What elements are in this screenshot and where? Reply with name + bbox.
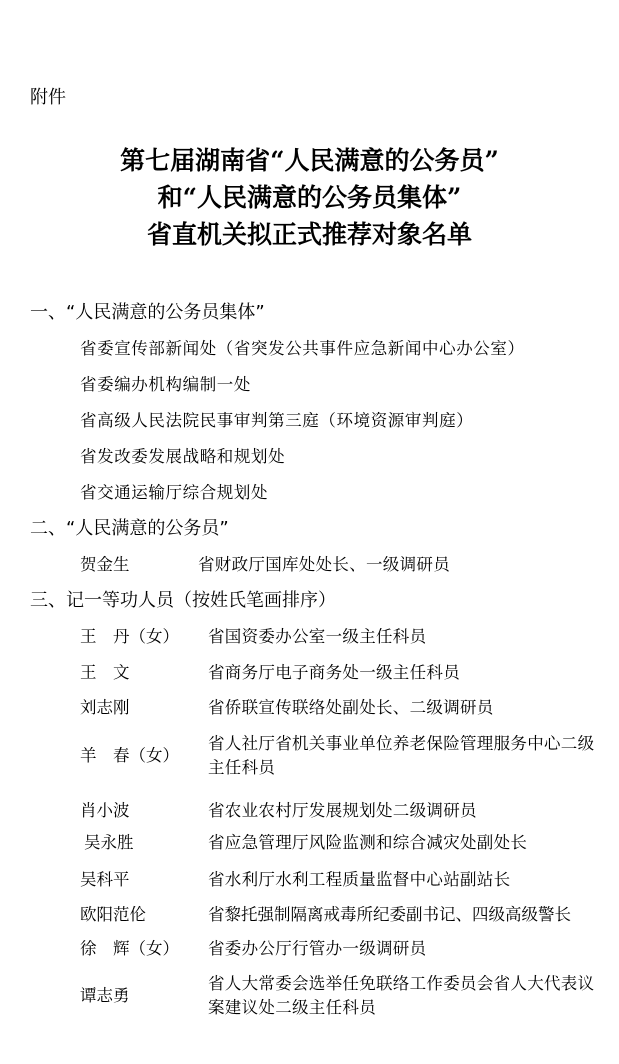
person-name: 贺金生 [80, 555, 130, 574]
section-heading-collectives: 一、“人民满意的公务员集体” [30, 302, 265, 323]
list-item-collective: 省委宣传部新闻处（省突发公共事件应急新闻中心办公室） [80, 339, 525, 358]
document-title [0, 142, 619, 253]
list-item-collective: 省发改委发展战略和规划处 [80, 447, 286, 466]
person-position: 省商务厅电子商务处一级主任科员 [208, 663, 460, 682]
person-position: 省人大常委会选举任免联络工作委员会省人大代表议案建议处二级主任科员 [208, 974, 595, 1017]
person-position: 省国资委办公室一级主任科员 [208, 627, 427, 646]
title-line-3: 省直机关拟正式推荐对象名单 [146, 220, 472, 249]
list-item-collective: 省委编办机构编制一处 [80, 375, 251, 394]
person-position: 省黎托强制隔离戒毒所纪委副书记、四级高级警长 [208, 905, 571, 924]
person-name: 王 文 [80, 663, 130, 682]
section-heading-individuals: 二、“人民满意的公务员” [30, 518, 229, 539]
person-name: 欧阳范伦 [80, 905, 146, 924]
person-name: 肖小波 [80, 801, 130, 820]
person-name: 羊 春（女） [80, 746, 179, 765]
person-name: 谭志勇 [80, 986, 130, 1005]
person-name: 吴科平 [80, 870, 130, 889]
section-heading-merit: 三、记一等功人员（按姓氏笔画排序） [30, 590, 336, 611]
person-position: 省财政厅国库处处长、一级调研员 [198, 555, 450, 574]
list-item-collective: 省交通运输厅综合规划处 [80, 483, 269, 502]
person-name: 徐 辉（女） [80, 939, 179, 958]
person-name: 刘志刚 [80, 698, 130, 717]
title-line-1: 第七届湖南省“人民满意的公务员” [120, 146, 499, 175]
person-position: 省人社厅省机关事业单位养老保险管理服务中心二级主任科员 [208, 734, 595, 777]
person-name: 王 丹（女） [80, 627, 179, 646]
person-position: 省农业农村厅发展规划处二级调研员 [208, 801, 477, 820]
person-position: 省委办公厅行管办一级调研员 [208, 939, 427, 958]
person-name: 吴永胜 [84, 833, 134, 852]
person-position: 省水利厅水利工程质量监督中心站副站长 [208, 870, 511, 889]
person-position: 省应急管理厅风险监测和综合减灾处副处长 [208, 833, 528, 852]
attachment-label: 附件 [30, 87, 66, 108]
list-item-collective: 省高级人民法院民事审判第三庭（环境资源审判庭） [80, 411, 474, 430]
person-position: 省侨联宣传联络处副处长、二级调研员 [208, 698, 494, 717]
title-line-2: 和“人民满意的公务员集体” [157, 183, 462, 212]
